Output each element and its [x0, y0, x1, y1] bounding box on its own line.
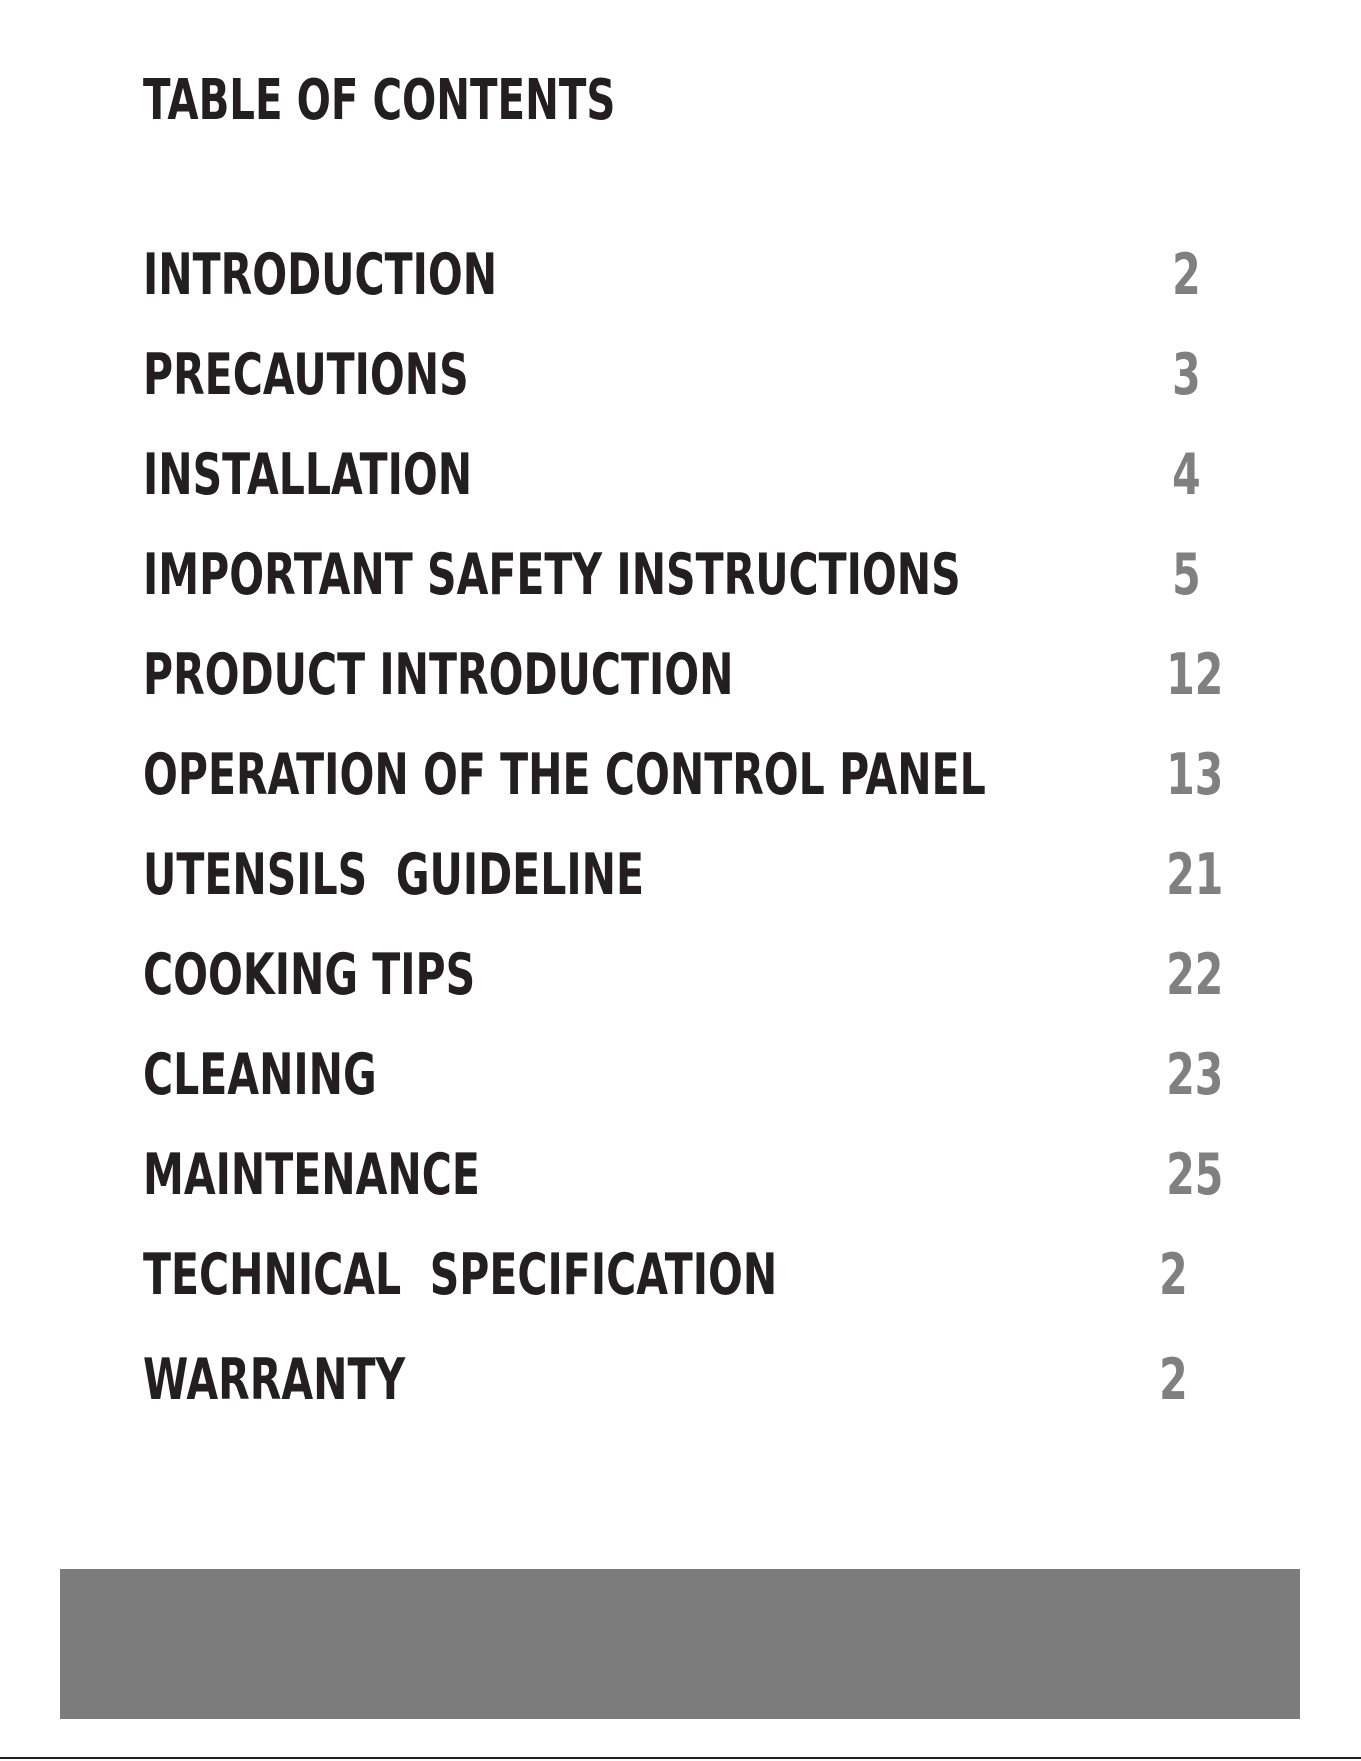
toc-entry-page: 25 — [1165, 1142, 1223, 1208]
toc-entry-page: 4 — [1172, 442, 1201, 508]
toc-entry[interactable] — [143, 540, 1233, 610]
toc-entry[interactable] — [143, 640, 1233, 710]
toc-entry[interactable] — [143, 740, 1233, 810]
toc-entry-page: 5 — [1172, 542, 1201, 608]
toc-entry-page: 2 — [1172, 242, 1201, 308]
toc-entry[interactable] — [143, 940, 1233, 1010]
toc-entry-page: 13 — [1165, 742, 1223, 808]
toc-entry[interactable] — [143, 340, 1233, 410]
toc-entry[interactable] — [143, 1345, 1233, 1415]
toc-entry-page: 23 — [1165, 1042, 1223, 1108]
toc-entry-label: OPERATION OF THE CONTROL PANEL — [143, 742, 986, 808]
toc-entry-label: TECHNICAL SPECIFICATION — [143, 1242, 778, 1308]
toc-entry-label: INTRODUCTION — [143, 242, 498, 308]
toc-entry[interactable] — [143, 1040, 1233, 1110]
toc-entry-page: 22 — [1165, 942, 1223, 1008]
toc-entry-label: INSTALLATION — [143, 442, 473, 508]
bottom-rule — [0, 1757, 1361, 1759]
toc-entry-page: 3 — [1172, 342, 1201, 408]
toc-entry-label: UTENSILS GUIDELINE — [143, 842, 645, 908]
toc-entry-label: IMPORTANT SAFETY INSTRUCTIONS — [143, 542, 961, 608]
toc-entry[interactable] — [143, 440, 1233, 510]
page-title: TABLE OF CONTENTS — [143, 68, 616, 133]
toc-entry-page: 12 — [1165, 642, 1223, 708]
toc-entry-label: WARRANTY — [143, 1347, 406, 1413]
table-of-contents — [143, 240, 1233, 1430]
toc-entry-label: PRODUCT INTRODUCTION — [143, 642, 734, 708]
toc-entry-label: CLEANING — [143, 1042, 377, 1108]
toc-entry[interactable] — [143, 240, 1233, 310]
footer-band — [60, 1569, 1300, 1719]
toc-entry[interactable] — [143, 1140, 1233, 1210]
toc-entry[interactable] — [143, 1240, 1233, 1310]
toc-entry-label: COOKING TIPS — [143, 942, 476, 1008]
toc-entry[interactable] — [143, 840, 1233, 910]
toc-entry-label: MAINTENANCE — [143, 1142, 480, 1208]
toc-entry-page: 2 — [1159, 1347, 1188, 1413]
toc-entry-page: 2 — [1159, 1242, 1188, 1308]
toc-entry-label: PRECAUTIONS — [143, 342, 469, 408]
toc-entry-page: 21 — [1165, 842, 1223, 908]
